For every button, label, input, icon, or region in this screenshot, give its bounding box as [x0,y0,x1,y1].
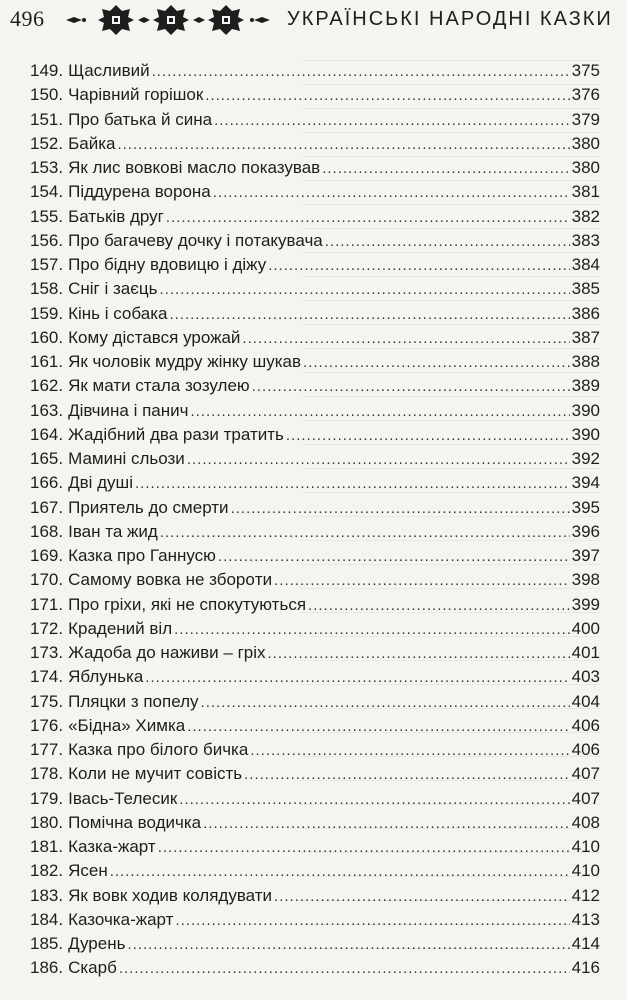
toc-entry [30,374,600,398]
toc-entry-page: 392 [571,449,600,468]
toc-entry-title: Приятель до смерти [68,497,229,517]
toc-entry-page: 386 [571,303,600,323]
toc-entry [30,229,600,253]
toc-entry-page: 406 [571,715,600,735]
toc-entry-title: Про гріхи, які не спокутуються [68,594,307,614]
dot-leader [119,957,570,981]
dot-leader [274,885,570,909]
toc-entry-page: 406 [571,740,600,759]
dot-leader [159,278,569,302]
running-title: УКРАЇНСЬКІ НАРОДНІ КАЗКИ [287,8,613,30]
toc-entry-page: 383 [571,230,600,250]
dot-leader [250,739,569,763]
toc-entry-number: 162. [30,376,64,396]
toc-entry-title: «Бідна» Химка [68,715,186,735]
toc-entry-title: Пляцки з попелу [68,691,199,711]
toc-entry [30,544,600,568]
toc-entry-title: Як мати стала зозулею [68,376,250,396]
toc-entry-title: Жадоба до наживи – гріх [68,643,266,662]
dot-leader [268,642,570,666]
toc-entry-page: 413 [571,909,600,929]
toc-entry-number: 184. [30,909,64,929]
toc-entry-page: 403 [571,667,600,687]
toc-entry-title: Казка-жарт [68,837,156,856]
toc-entry [30,859,600,883]
page-number: 496 [10,6,45,31]
dot-leader [303,351,570,375]
toc-entry-page: 389 [571,376,600,396]
toc-entry-number: 167. [30,497,64,517]
toc-entry-title: Дурень [68,934,126,953]
toc-entry-number: 183. [30,885,64,905]
toc-entry-page: 387 [571,327,600,347]
toc-entry [30,714,600,738]
dot-leader [174,618,570,642]
toc-entry-title: Скарб [68,958,117,978]
toc-entry-number: 178. [30,764,64,784]
toc-entry [30,399,600,423]
toc-entry-page: 399 [571,594,600,614]
toc-entry-title: Про бідну вдовицю і діжу [68,255,267,274]
toc-entry-number: 175. [30,691,64,711]
toc-entry-page: 408 [571,812,600,832]
dot-leader [179,788,569,812]
toc-entry [30,447,600,471]
dot-leader [201,691,570,715]
dot-leader [244,763,570,787]
toc-entry-number: 158. [30,279,64,299]
toc-entry-number: 170. [30,570,64,590]
toc-entry-number: 155. [30,206,64,226]
toc-entry-title: Самому вовка не зборoти [68,570,273,590]
toc-entry-page: 407 [571,788,600,808]
toc-entry-title: Жадібний два рази тратить [68,424,284,444]
toc-entry-number: 173. [30,643,64,662]
dot-leader [110,860,570,884]
toc-entry-title: Про батька й сина [68,109,213,129]
toc-entry-title: Казка про Ганнусю [68,546,216,565]
toc-entry-title: Кінь і собака [68,303,168,323]
toc-entry-number: 161. [30,352,64,371]
toc-entry [30,108,600,132]
dot-leader [187,448,570,472]
toc-entry-number: 156. [30,230,64,250]
toc-entry-page: 384 [571,255,600,274]
folk-ornament-icon [64,3,278,37]
toc-entry [30,665,600,689]
toc-entry [30,762,600,786]
toc-entry-page: 414 [571,934,600,953]
toc-entry-page: 407 [571,764,600,784]
toc-entry [30,496,600,520]
toc-entry-title: Дівчина і панич [68,400,189,420]
toc-entry [30,277,600,301]
toc-entry-number: 179. [30,788,64,808]
toc-entry-page: 400 [571,618,600,638]
toc-entry-page: 397 [571,546,600,565]
toc-entry-number: 181. [30,837,64,856]
toc-entry [30,326,600,350]
toc-entry-number: 177. [30,740,64,759]
toc-entry-number: 157. [30,255,64,274]
toc-entry-title: Батьків друг [68,206,164,226]
toc-entry [30,180,600,204]
toc-entry-number: 164. [30,424,64,444]
toc-entry-title: Казочка-жарт [68,909,174,929]
toc-entry [30,205,600,229]
dot-leader [127,933,569,957]
toc-entry-title: Як чоловік мудру жінку шукав [68,352,302,371]
dot-leader [135,472,570,496]
toc-entry-title: Івась-Телесик [68,788,178,808]
dot-leader [166,206,570,230]
toc-entry [30,787,600,811]
toc-entry-page: 380 [571,158,600,177]
toc-entry [30,132,600,156]
toc-entry-title: Крадений віл [68,618,173,638]
dot-leader [145,666,569,690]
dot-leader [242,327,569,351]
toc-entry-page: 412 [571,885,600,905]
toc-entry-title: Як лис вовкові масло показував [68,158,321,177]
dot-leader [325,230,570,254]
toc-entry-number: 150. [30,85,64,105]
dot-leader [268,254,569,278]
toc-entry-page: 410 [571,837,600,856]
toc-entry-number: 168. [30,521,64,541]
toc-entry-title: Сніг і заєць [68,279,158,299]
toc-entry-number: 185. [30,934,64,953]
toc-entry-title: Помічна водичка [68,812,202,832]
toc-entry [30,641,600,665]
toc-entry-number: 163. [30,400,64,420]
toc-entry-page: 401 [571,643,600,662]
toc-entry [30,617,600,641]
toc-entry [30,83,600,107]
toc-entry-title: Чарівний горішок [68,85,204,105]
toc-entry-title: Мамині сльози [68,449,185,468]
toc-entry [30,835,600,859]
toc-entry-number: 172. [30,618,64,638]
dot-leader [252,375,570,399]
toc-entry-title: Ясен [68,861,108,881]
toc-entry-number: 171. [30,594,64,614]
toc-entry [30,884,600,908]
toc-entry-title: Казка про білого бичка [68,740,249,759]
toc-entry-title: Про багачеву дочку і потакувача [68,230,323,250]
dot-leader [152,60,570,84]
toc-entry [30,568,600,592]
toc-entry-title: Коли не мучит совість [68,764,243,784]
toc-entry-page: 388 [571,352,600,371]
toc-entry-page: 396 [571,521,600,541]
toc-entry [30,350,600,374]
toc-entry-number: 149. [30,61,64,80]
dot-leader [274,569,569,593]
toc-entry [30,302,600,326]
toc-entry [30,156,600,180]
toc-entry [30,471,600,495]
toc-entry [30,520,600,544]
toc-entry-page: 416 [571,958,600,978]
toc-entry-page: 381 [571,182,600,202]
toc-entry [30,253,600,277]
dot-leader [158,836,570,860]
toc-entry-page: 404 [571,691,600,711]
toc-entry-number: 154. [30,182,64,202]
toc-entry-page: 376 [571,85,600,105]
dot-leader [213,181,570,205]
toc-entry-page: 395 [571,497,600,517]
toc-entry [30,908,600,932]
page-header [0,0,627,40]
toc-entry-number: 153. [30,158,64,177]
toc-entry-page: 394 [571,473,600,493]
toc-entry-number: 186. [30,958,64,978]
toc-entry-page: 379 [571,109,600,129]
dot-leader [190,400,569,424]
toc-entry-title: Байка [68,133,116,153]
dot-leader [117,133,569,157]
toc-entry [30,593,600,617]
toc-entry-number: 180. [30,812,64,832]
dot-leader [160,521,570,545]
toc-entry-page: 398 [571,570,600,590]
toc-entry-number: 176. [30,715,64,735]
toc-entry-title: Яблунька [68,667,144,687]
toc-entry-number: 166. [30,473,64,493]
toc-entry [30,956,600,980]
dot-leader [218,545,570,569]
dot-leader [169,303,569,327]
toc-entry [30,932,600,956]
toc-entry-number: 165. [30,449,64,468]
toc-entry-title: Як вовк ходив колядувати [68,885,273,905]
toc-entry-number: 182. [30,861,64,881]
toc-entry-page: 410 [571,861,600,881]
toc-entry-page: 385 [571,279,600,299]
table-of-contents [30,59,600,981]
toc-entry-number: 159. [30,303,64,323]
toc-entry-title: Піддурена ворона [68,182,211,202]
dot-leader [205,84,569,108]
dot-leader [175,909,569,933]
dot-leader [286,424,570,448]
dot-leader [231,497,570,521]
dot-leader [187,715,569,739]
toc-entry [30,59,600,83]
toc-entry-page: 390 [571,424,600,444]
toc-entry-page: 390 [571,400,600,420]
toc-entry-number: 174. [30,667,64,687]
toc-entry-title: Іван та жид [68,521,158,541]
toc-entry-page: 375 [571,61,600,80]
dot-leader [214,109,570,133]
dot-leader [308,594,570,618]
toc-entry-title: Щасливий [68,61,150,80]
toc-entry-page: 380 [571,133,600,153]
dot-leader [203,812,570,836]
toc-entry-number: 151. [30,109,64,129]
toc-entry-title: Кому дістався урожай [68,327,241,347]
toc-entry-number: 160. [30,327,64,347]
dot-leader [322,157,569,181]
toc-entry-title: Дві душі [68,473,133,493]
toc-entry-page: 382 [571,206,600,226]
toc-entry [30,423,600,447]
toc-entry [30,690,600,714]
toc-entry [30,811,600,835]
toc-entry-number: 169. [30,546,64,565]
toc-entry [30,738,600,762]
toc-entry-number: 152. [30,133,64,153]
